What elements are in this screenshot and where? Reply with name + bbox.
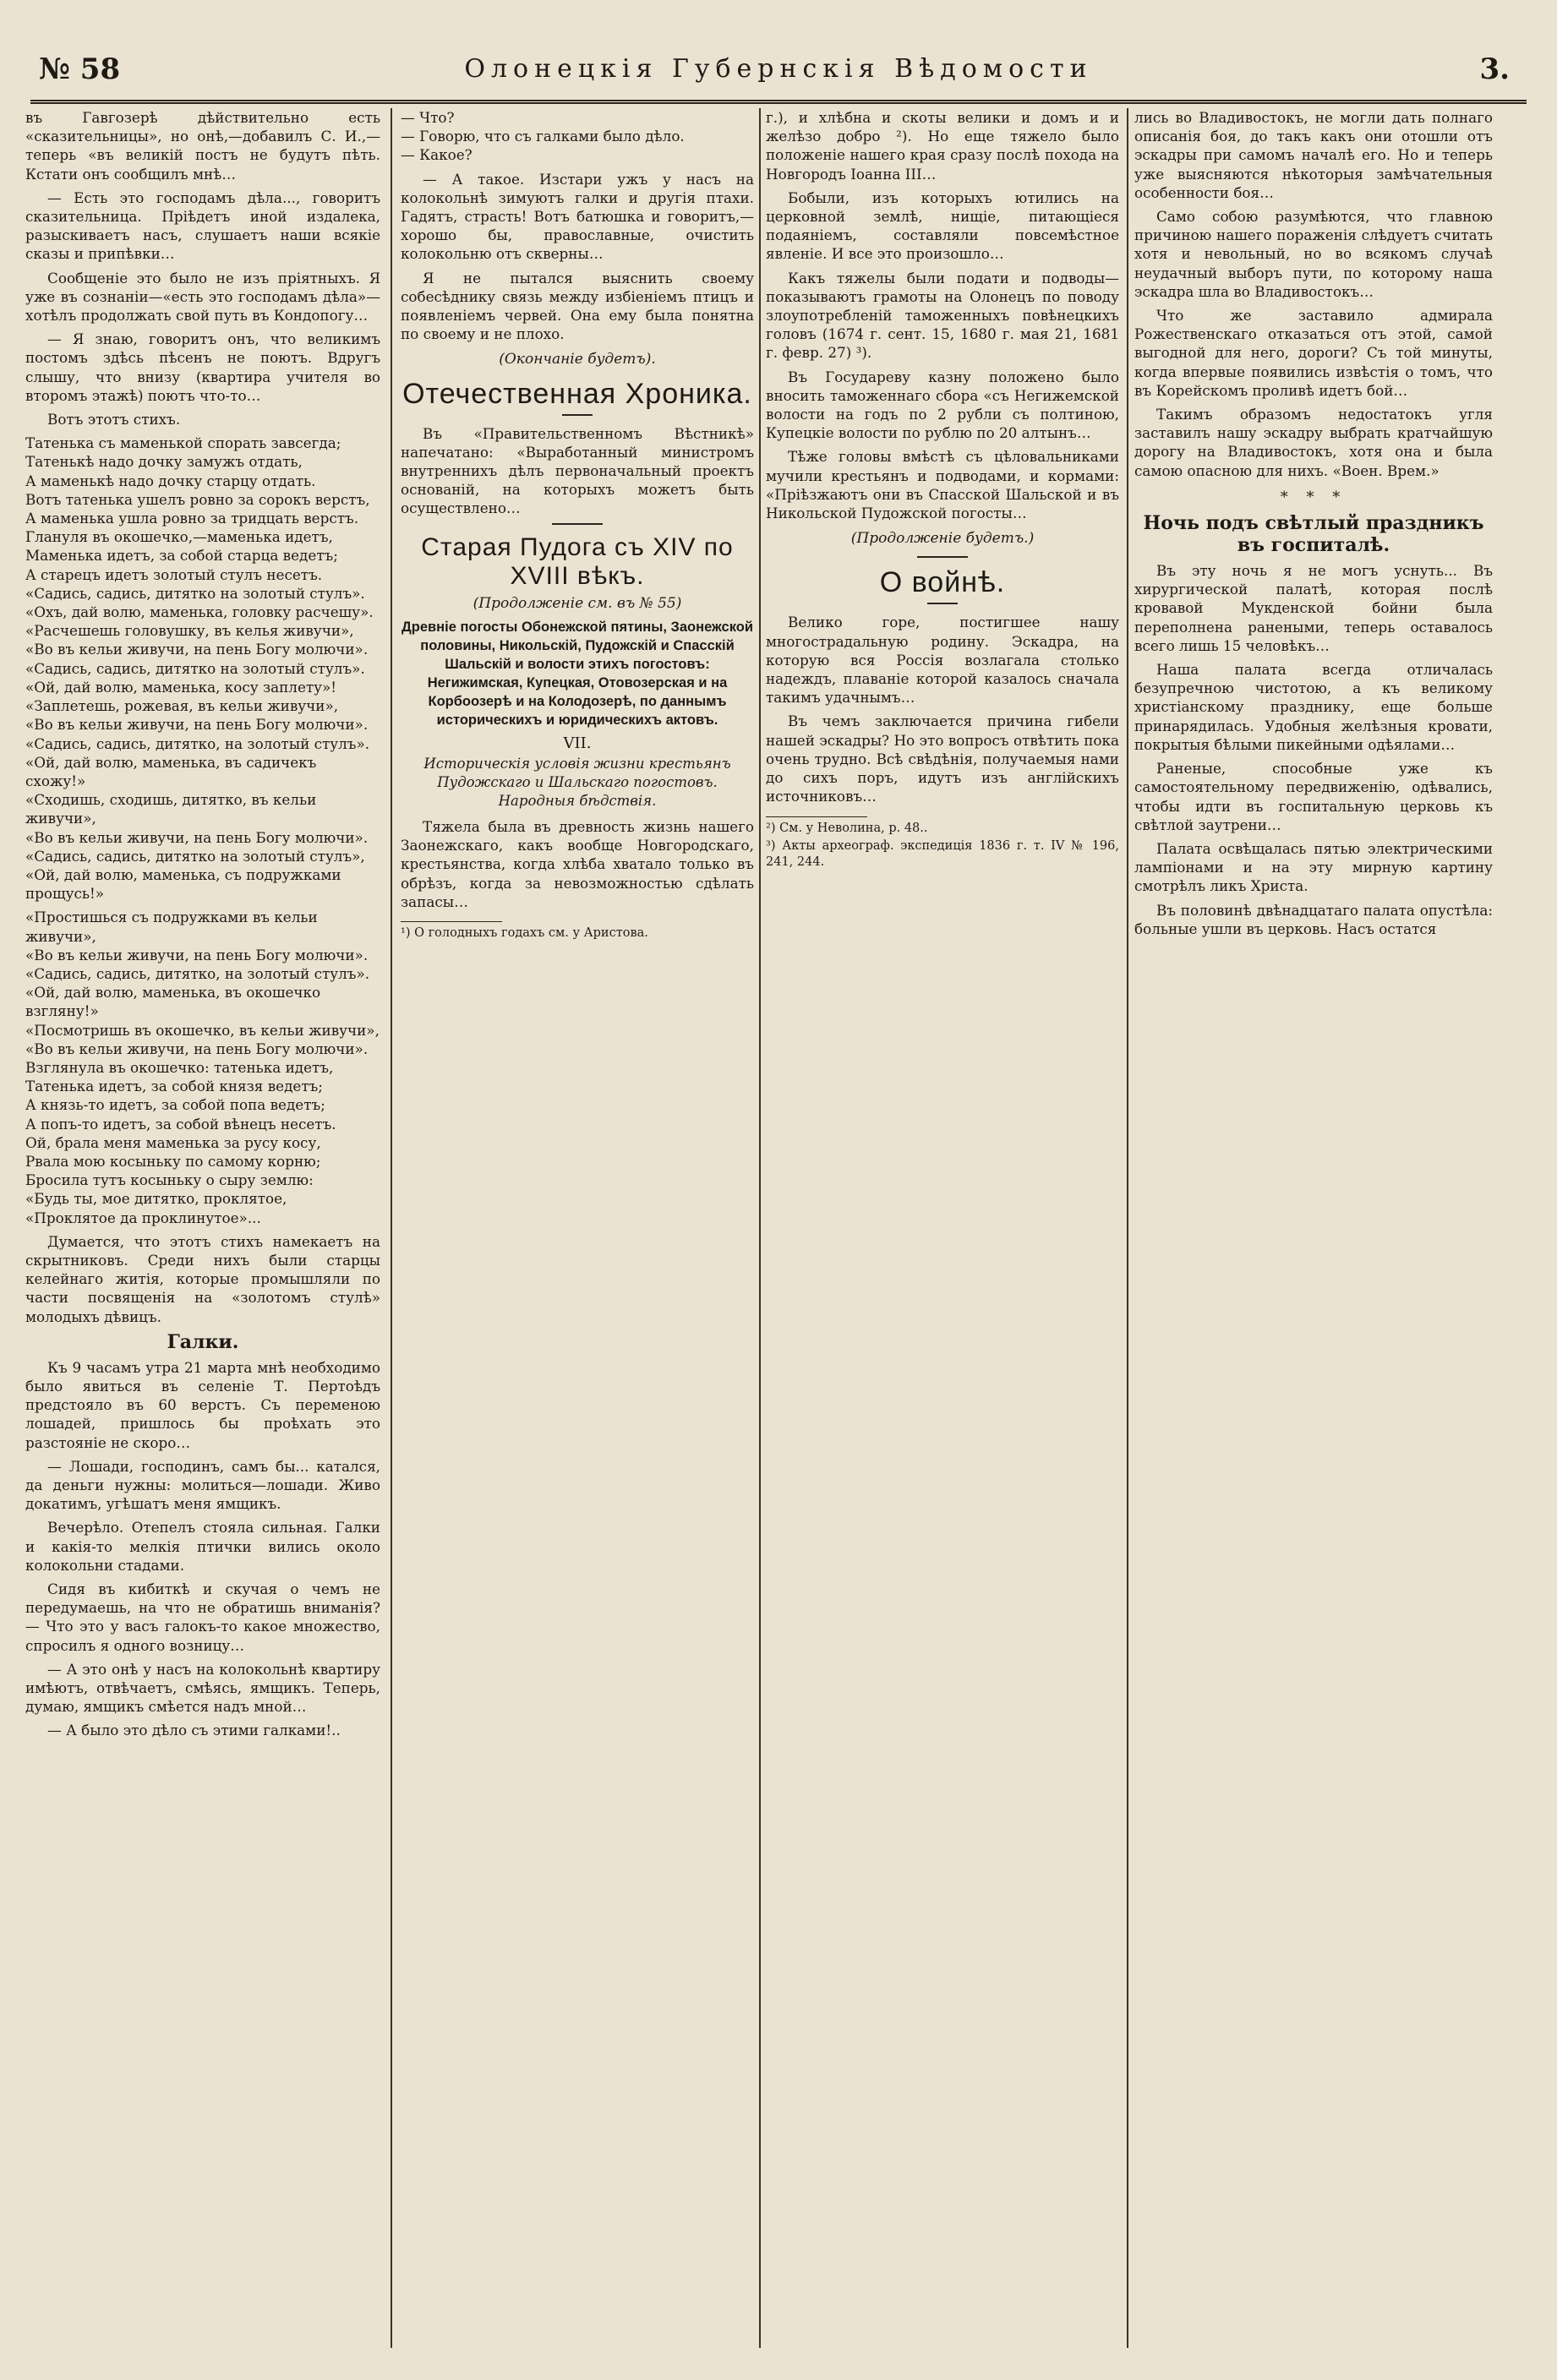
paragraph: Наша палата всегда отличалась безупречною чистотою, а къ великому христіанскому празднику, еще больше принарядилась. Удобныя желѣзныя кровати, покрытыя бѣлыми пикейными одѣялами… — [1134, 661, 1493, 753]
paragraph: Какъ тяжелы были подати и подводы—показываютъ грамоты на Олонецъ по поводу злоупотребленій таможенныхъ повѣнецкихъ головъ (1674 г. сент. 15, 1680 г. мая 21, 1681 г. февр. 27) ³). — [766, 269, 1119, 362]
divider — [927, 603, 958, 604]
divider — [562, 414, 593, 416]
paragraph: Вечерѣло. Отепелъ стояла сильная. Галки и какія-то мелкія птички вились около колокольни стадами. — [25, 1519, 380, 1574]
paragraph: Тяжела была въ древность жизнь нашего Заонежскаго, какъ вообще Новгородскаго, крестьянства, когда хлѣба хватало только въ обрѣзъ, когда за невозможностью сдѣлать запасы… — [401, 818, 754, 910]
paragraph: Велико горе, постигшее нашу многострадальную родину. Эскадра, на которую вся Россія возлагала столько надеждъ, плаваніе которой казалось сначала такимъ удачнымъ… — [766, 614, 1119, 707]
column-4 — [1134, 108, 1493, 2348]
paragraph: Палата освѣщалась пятью электрическими лампіонами и на эту мирную картину смотрѣлъ ликъ Христа. — [1134, 839, 1493, 895]
paragraph: Такимъ образомъ недостатокъ угля заставилъ нашу эскадру выбрать кратчайшую дорогу на Владивостокъ, хотя она и была самою опасною для нихъ. «Воен. Врем.» — [1134, 406, 1493, 479]
column-3 — [766, 108, 1119, 2348]
column-rule — [759, 108, 761, 2348]
dialog: — Что? — Говорю, что съ галками было дѣло. — Какое? — [401, 109, 685, 164]
section-number: VII. — [563, 734, 592, 752]
paragraph: Вотъ этотъ стихъ. — [47, 411, 181, 429]
paragraph: Въ половинѣ двѣнадцатаго палата опустѣла: больные ушли въ церковь. Насъ остатся — [1134, 901, 1493, 937]
paragraph: Въ Государеву казну положено было вносить таможеннаго сбора «съ Негижемской волости на годъ по 2 рубли съ полтиною, Купецкіе волости по рублю по 20 алтынъ… — [766, 368, 1119, 442]
footnote: ²) См. у Неволина, р. 48.. — [766, 821, 928, 835]
column-rule — [1127, 108, 1128, 2348]
continuation-note: (Продолженіе см. въ № 55) — [473, 594, 682, 612]
continuation-note: (Окончаніе будетъ). — [499, 351, 656, 368]
paragraph: — А было это дѣло съ этими галками!.. — [47, 1722, 341, 1739]
section-title: Отечественная Хроника. — [402, 377, 752, 410]
poem-verse: Татенька съ маменькой спорать завсегда; Татенькѣ надо дочку замужъ отдать, А маменькѣ надо дочку старцу отдать. Вотъ татенька ушелъ ровно за сорокъ верстъ, А маменька ушла ровно за тридцать верстъ. Глануля въ окошечко,—маменька идетъ, Маменька идетъ, за собой старца ведетъ; А старецъ идетъ золотый стулъ несетъ. «Садись, садись, дитятко на золотый стулъ». «Охъ, дай волю, маменька, головку расчешу». «Расчешешь головушку, въ келья живучи», «Во въ кельи живучи, на пень Богу молючи». «Садись, садись, дитятко на золотый стулъ». «Ой, дай волю, маменька, косу заплету»! «Заплетешь, рожевая, въ кельи живучи», «Во въ кельи живучи, на пень Богу молючи». «Садись, садись, дитятко, на золотый стулъ». «Ой, дай волю, маменька, въ садичекъ схожу!» «Сходишь, сходишь, дитятко, въ кельи живучи», «Во въ кельи живучи, на пень Богу молючи». «Садись, садись, дитятко на золотый стулъ», «Ой, дай волю, маменька, съ подружками прощусь!» — [25, 434, 374, 903]
article-title: Старая Пудога съ XIV по XVIII вѣкъ. — [421, 532, 734, 590]
page-header — [30, 49, 1527, 104]
footnote: ¹) О голодныхъ годахъ см. у Аристова. — [401, 926, 648, 941]
divider — [917, 556, 968, 558]
article-subtitle: Древніе погосты Обонежской пятины, Заонежской половины, Никольскій, Пудожскій и Спасскій Шальскій и волости этихъ погостовъ: Негижимская, Купецкая, Отовозерская и на Корбоозерѣ и на Колодозерѣ, по даннымъ историческихъ и юридическихъ актовъ. — [402, 619, 753, 728]
paragraph: Само собою разумѣются, что главною причиною нашего пораженія слѣдуетъ считать хотя и невольный, но во всякомъ случаѣ неудачный выборъ пути, по которому наша эскадра шла во Владивостокъ… — [1134, 208, 1493, 300]
newspaper-title: Олонецкія Губернскія Вѣдомости — [464, 54, 1093, 84]
paragraph: лись во Владивостокъ, не могли дать полнаго описанія боя, до такъ какъ они отошли отъ эскадры при самомъ началѣ его. Но и теперь уже выясняются нѣкоторыя замѣчательныя особенности боя… — [1134, 109, 1493, 201]
paragraph: — А это онѣ у насъ на колокольнѣ квартиру имѣютъ, отвѣчаетъ, смѣясь, ямщикъ. Теперь, думаю, ямщикъ смѣется надъ мной… — [25, 1660, 380, 1716]
paragraph: Въ чемъ заключается причина гибели нашей эскадры? Но это вопросъ отвѣтить пока очень трудно. Всѣ свѣдѣнія, получаемыя нами до сихъ поръ, идутъ изъ англійскихъ источниковъ… — [766, 712, 1119, 805]
article-title: Ночь подъ свѣтлый праздникъ въ госпиталѣ. — [1143, 512, 1484, 557]
footnote-rule — [766, 816, 867, 817]
paragraph: — А такое. Изстари ужъ у насъ на колокольнѣ зимуютъ галки и другія птахи. Гадятъ, страсть! Вотъ батюшка и говоритъ,—хорошо бы, православные, очистить колокольню отъ скверны… — [401, 170, 754, 263]
paragraph: — Я знаю, говоритъ онъ, что великимъ постомъ здѣсь пѣсенъ не поютъ. Вдругъ слышу, что внизу (квартира учителя во второмъ этажѣ) поютъ что-то… — [25, 330, 380, 404]
paragraph: Бобыли, изъ которыхъ ютились на церковной землѣ, нищіе, питающіеся подаяніемъ, составляли повсемѣстное явленіе. И все это произошло… — [766, 188, 1119, 263]
column-1 — [25, 108, 380, 2348]
paragraph: Я не пытался выяснить своему собесѣднику связь между избіеніемъ птицъ и появленіемъ червей. Она ему была понятна по своему и не плохо. — [401, 269, 754, 343]
section-heading: Историческія условія жизни крестьянъ Пудожскаго и Шальскаго погостовъ. Народныя бѣдствія. — [423, 756, 731, 810]
page-number: 3. — [1479, 52, 1510, 86]
separator-stars: * * * — [1280, 488, 1347, 506]
paragraph: — Лошади, господинъ, самъ бы... катался, да деньги нужны: молиться—лошади. Живо докатимъ, угѣшатъ меня ямщикъ. — [25, 1457, 380, 1513]
article-title: Галки. — [167, 1330, 239, 1353]
paragraph: — Есть это господамъ дѣла..., говоритъ сказительница. Пріѣдетъ иной издалека, разыскиваетъ насъ, слушаетъ наши всякіе сказы и припѣвки… — [25, 188, 380, 263]
paragraph: Къ 9 часамъ утра 21 марта мнѣ необходимо было явиться въ селеніе Т. Пертоѣдъ предстояло въ 60 верстъ. Съ переменою лошадей, пришлось бы проѣхать это разстояніе не скоро… — [25, 1358, 380, 1451]
continuation-note: (Продолженіе будетъ.) — [850, 530, 1035, 548]
paragraph: Думается, что этотъ стихъ намекаетъ на скрытниковъ. Среди нихъ были старцы келейнаго житія, которые промышляли по части посвященія на «золотомъ стулѣ» молодыхъ дѣвицъ. — [25, 1232, 380, 1325]
paragraph: Раненые, способные уже къ самостоятельному передвиженію, одѣвались, чтобы идти въ госпитальную церковь къ свѣтлой заутрени… — [1134, 760, 1493, 833]
paragraph: Сидя въ кибиткѣ и скучая о чемъ не передумаешь, на что не обратишь вниманія? — Что это у васъ галокъ-то какое множество, спросилъ я одного возницу… — [25, 1580, 380, 1654]
footnote-rule — [401, 921, 502, 922]
footnote: ³) Акты археограф. экспедиція 1836 г. т. IV № 196, 241, 244. — [766, 838, 1119, 869]
paragraph: Сообщеніе это было не изъ пріятныхъ. Я уже въ сознаніи—«есть это господамъ дѣла»—хотѣлъ продолжать свой путь въ Кондопогу… — [25, 269, 380, 325]
divider — [552, 523, 603, 525]
column-rule — [391, 108, 392, 2348]
paragraph: Тѣже головы вмѣстѣ съ цѣловальниками мучили крестьянъ и подводами, и кормами: «Пріѣзжаютъ они въ Спасской Шальской и въ Никольской Пудожской погосты… — [766, 448, 1119, 522]
paragraph: Что же заставило адмирала Рожественскаго отказаться отъ этой, самой выгодной для него, дороги? Съ той минуты, когда впервые появились извѣстія о томъ, что въ Корейскомъ проливѣ идетъ бой… — [1134, 307, 1493, 399]
poem-verse: «Простишься съ подружками въ кельи живучи», «Во въ кельи живучи, на пень Богу молючи». «Садись, садись, дитятко, на золотый стулъ». «Ой, дай волю, маменька, въ окошечко взгляну!» «Посмотришь въ окошечко, въ кельи живучи», «Во въ кельи живучи, на пень Богу молючи». Взглянула въ окошечко: татенька идетъ, Татенька идетъ, за собой князя ведетъ; А князь-то идетъ, за собой попа ведетъ; А попъ-то идетъ, за собой вѣнецъ несетъ. Ой, брала меня маменька за русу косу, Рвала мою косыньку по самому корню; Бросила тутъ косыньку о сыру землю: «Будь ты, мое дитятко, проклятое, «Проклятое да проклинутое»... — [25, 909, 380, 1226]
paragraph: въ Гавгозерѣ дѣйствительно есть «сказительницы», но онѣ,—добавилъ С. И.,—теперь «въ великій постъ не будутъ пѣть. Кстати онъ сообщилъ мнѣ… — [25, 109, 380, 183]
paragraph: Въ «Правительственномъ Вѣстникѣ» напечатано: «Выработанный министромъ внутреннихъ дѣлъ первоначальный проектъ основаній, на которыхъ можетъ быть осуществлено… — [401, 424, 754, 517]
issue-number: № 58 — [39, 52, 121, 86]
column-2 — [401, 108, 754, 2348]
paragraph: г.), и хлѣбна и скоты велики и домъ и и желѣзо добро ²). Но еще тяжело было положеніе нашего края сразу послѣ похода на Новгородъ Іоанна III… — [766, 109, 1119, 183]
paragraph: Въ эту ночь я не могъ уснуть... Въ хирургической палатѣ, которая послѣ кровавой Мукденской бойни была переполнена ранеными, теперь оставалось всего лишь 15 человѣкъ… — [1134, 562, 1493, 654]
article-title: О войнѣ. — [879, 566, 1006, 599]
